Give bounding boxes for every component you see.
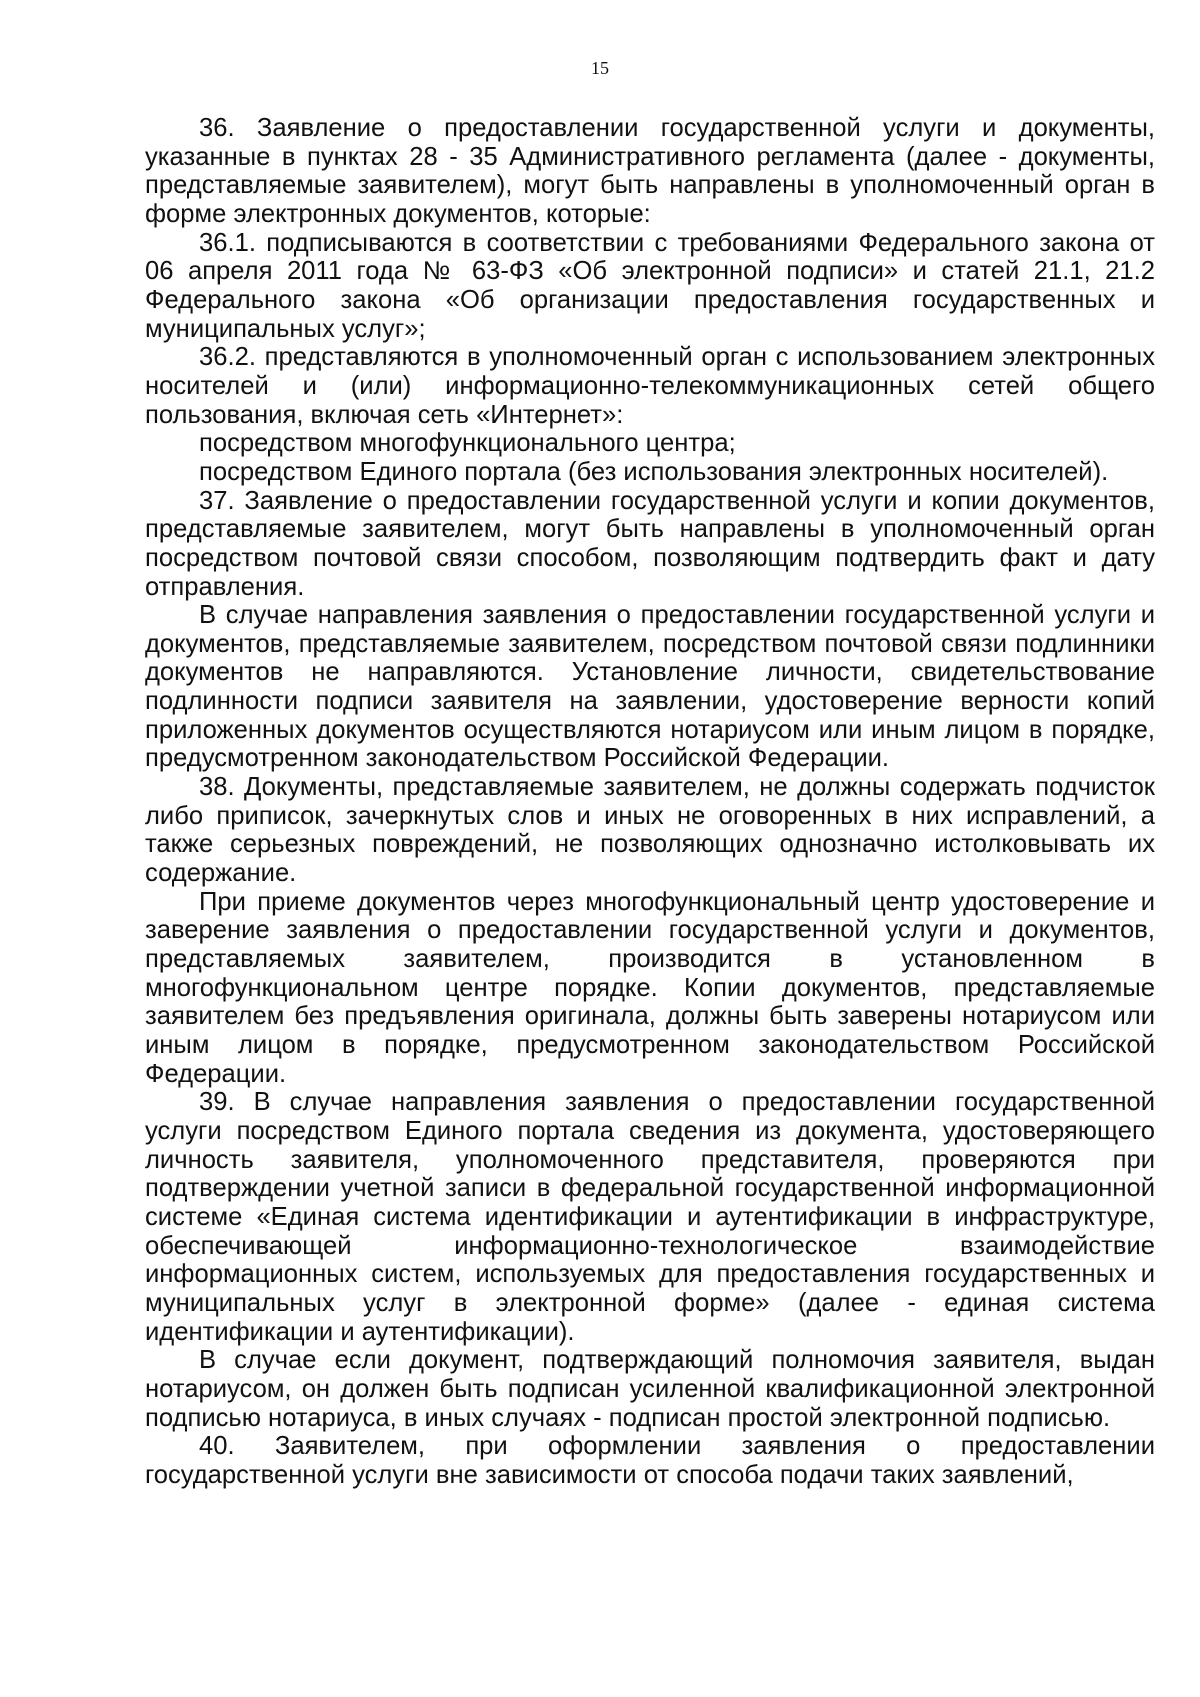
paragraph-37: 37. Заявление о предоставлении государственной услуги и копии документов, представляемые заявителем, могут быть направлены в уполномоченный орган посредством почтовой связи способом, позволяющим подтвердить факт и дату отправления. [145, 486, 1155, 601]
paragraph-36-2: 36.2. представляются в уполномоченный орган с использованием электронных носителей и (или) информационно-телекоммуникационных сетей общего пользования, включая сеть «Интернет»: [145, 343, 1155, 429]
paragraph-39-notary: В случае если документ, подтверждающий полномочия заявителя, выдан нотариусом, он должен быть подписан усиленной квалификационной электронной подписью нотариуса, в иных случаях - подписан простой электронной подписью. [145, 1346, 1155, 1432]
paragraph-36: 36. Заявление о предоставлении государственной услуги и документы, указанные в пунктах 28 - 35 Административного регламента (далее - документы, представляемые заявителем), могут быть направлены в уполномоченный орган в форме электронных документов, которые: [145, 114, 1155, 228]
document-body [145, 114, 1155, 1490]
paragraph-38-mfc: При приеме документов через многофункциональный центр удостоверение и заверение заявления о предоставлении государственной услуги и документов, представляемых заявителем, производится в установленном в многофункциональном центре порядке. Копии документов, представляемые заявителем без предъявления оригинала, должны быть заверены нотариусом или иным лицом в порядке, предусмотренном законодательством Российской Федерации. [145, 887, 1155, 1088]
paragraph-38: 38. Документы, представляемые заявителем, не должны содержать подчисток либо приписок, зачеркнутых слов и иных не оговоренных в них исправлений, а также серьезных повреждений, не позволяющих однозначно истолковывать их содержание. [145, 773, 1155, 888]
paragraph-36-1: 36.1. подписываются в соответствии с требованиями Федерального закона от 06 апреля 2011 года № 63-ФЗ «Об электронной подписи» и статей 21.1, 21.2 Федерального закона «Об организации предоставления государственных и муниципальных услуг»; [145, 228, 1155, 343]
page-number: 15 [591, 58, 609, 78]
paragraph-37-postal: В случае направления заявления о предоставлении государственной услуги и документов, представляемые заявителем, посредством почтовой связи подлинники документов не направляются. Установление личности, свидетельствование подлинности подписи заявителя на заявлении, удостоверение верности копий приложенных документов осуществляются нотариусом или иным лицом в порядке, предусмотренном законодательством Российской Федерации. [145, 601, 1155, 773]
paragraph-39: 39. В случае направления заявления о предоставлении государственной услуги посредством Единого портала сведения из документа, удостоверяющего личность заявителя, уполномоченного представителя, проверяются при подтверждении учетной записи в федеральной государственной информационной системе «Единая система идентификации и аутентификации в инфраструктуре, обеспечивающей информационно-технологическое взаимодействие информационных систем, используемых для предоставления государственных и муниципальных услуг в электронной форме» (далее - единая система идентификации и аутентификации). [145, 1088, 1155, 1346]
paragraph-40: 40. Заявителем, при оформлении заявления о предоставлении государственной услуги вне зависимости от способа подачи таких заявлений, [145, 1432, 1155, 1489]
paragraph-36-2-item-portal: посредством Единого портала (без использования электронных носителей). [199, 457, 1109, 486]
paragraph-36-2-item-mfc: посредством многофункционального центра; [199, 429, 736, 458]
